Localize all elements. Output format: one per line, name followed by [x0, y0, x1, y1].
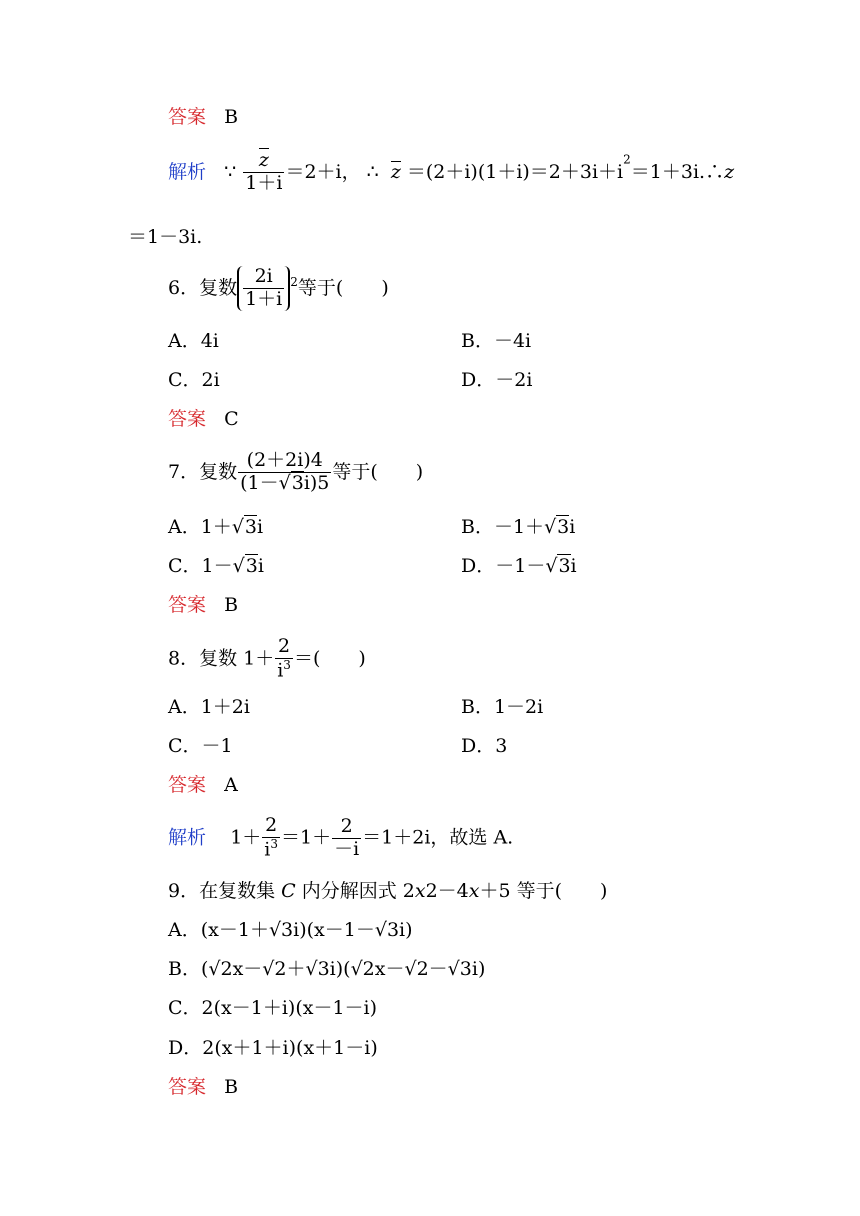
question-text: 7．复数 [168, 460, 238, 483]
question-7-stem [168, 450, 423, 495]
fraction-numerator: 2 [275, 636, 293, 659]
answer-label: 答案 [168, 774, 207, 796]
answer-label: 答案 [168, 106, 207, 128]
answer-label: 答案 [168, 1076, 207, 1098]
equation-part: ＝2＋i， [285, 160, 361, 183]
question-6-stem [168, 266, 389, 311]
option-c: C．－1 [168, 735, 233, 757]
option-a: A．4i [168, 330, 219, 352]
fraction [262, 815, 280, 861]
fraction-numerator: 2 [332, 816, 361, 839]
fraction-denominator: (1－√3i)5 [240, 471, 330, 494]
option-d: D．－2i [461, 369, 533, 391]
option-a: A．(x－1＋√3i)(x－1－√3i) [168, 919, 413, 941]
analysis-row-5 [168, 150, 734, 195]
option-a: A．1＋2i [168, 696, 250, 718]
variable-z: z [724, 160, 735, 183]
equation-part: ＝1＋3i.∴ [630, 160, 725, 183]
fraction [238, 450, 331, 495]
equation-part: 1＋ [230, 826, 262, 849]
denominator-part: (1－ [240, 471, 279, 494]
answer-row-9 [168, 1078, 238, 1097]
option-b: B．(√2x－√2＋√3i)(√2x－√2－√3i) [168, 958, 486, 980]
option-c: C．1－√3i [168, 555, 264, 577]
fraction [243, 266, 284, 311]
fraction [332, 816, 361, 861]
superscript: 2 [290, 275, 298, 290]
equation-part: ＝1＋ [281, 826, 332, 849]
analysis-continuation: ＝1－3i. [128, 226, 203, 248]
answer-value: A [224, 774, 238, 796]
question-text: 8．复数 1＋ [168, 647, 275, 670]
answer-value: B [224, 1076, 239, 1098]
option-d: D．－1－√3i [461, 555, 577, 577]
question-text: 等于( ) [332, 460, 424, 483]
fraction [275, 636, 293, 682]
option-c: C．2i [168, 369, 220, 391]
option-d: D．3 [461, 735, 508, 757]
option-d: D．2(x＋1＋i)(x＋1－i) [168, 1037, 378, 1059]
analysis-row-8 [168, 815, 513, 861]
answer-label: 答案 [168, 408, 207, 430]
denominator-part: i)5 [303, 471, 330, 494]
fraction-numerator: 2i [243, 266, 284, 289]
fraction-numerator: 2 [262, 815, 280, 838]
fraction-denominator: $i^3$ [277, 657, 291, 682]
equation-part: ＝1＋2i，故选 A. [362, 826, 514, 849]
answer-row-8 [168, 776, 238, 795]
question-text: 等于( ) [297, 276, 389, 299]
analysis-label: 解析 [168, 826, 207, 849]
answer-row-6 [168, 410, 239, 429]
parenthesized-fraction [237, 266, 290, 311]
radicand: 3 [291, 471, 304, 494]
question-text: ＝( ) [293, 647, 366, 670]
equation-part: ＝(2＋i)(1＋i)＝2＋3i＋i [406, 160, 624, 183]
analysis-label: 解析 [168, 160, 207, 183]
fraction-z-over-1-plus-i [243, 150, 284, 195]
superscript: 2 [623, 152, 631, 167]
option-b: B．1－2i [461, 696, 544, 718]
z-conjugate: z [258, 149, 269, 171]
question-8-stem [168, 636, 366, 682]
option-c: C．2(x－1＋i)(x－1－i) [168, 997, 378, 1019]
option-b: B．－1＋√3i [461, 516, 576, 538]
answer-label: 答案 [168, 594, 207, 616]
question-9-stem: 9．在复数集 C 内分解因式 2x2－4x＋5 等于( ) [168, 880, 608, 902]
option-b: B．－4i [461, 330, 532, 352]
therefore-symbol: ∴ [366, 160, 379, 183]
fraction-denominator: －i [334, 837, 360, 860]
answer-value: C [224, 408, 239, 430]
answer-value: B [224, 594, 239, 616]
answer-row-7 [168, 596, 238, 615]
z-conjugate: z [390, 160, 401, 183]
fraction-numerator: (2＋2i)4 [238, 450, 331, 473]
answer-value: B [224, 106, 239, 128]
because-symbol: ∵ [224, 160, 237, 183]
question-text: 6．复数 [168, 276, 238, 299]
fraction-denominator: 1＋i [245, 287, 283, 310]
fraction-denominator: 1＋i [245, 171, 283, 194]
option-a: A．1＋√3i [168, 516, 264, 538]
fraction-denominator: $i^3$ [264, 836, 278, 861]
answer-row-5 [168, 108, 238, 127]
